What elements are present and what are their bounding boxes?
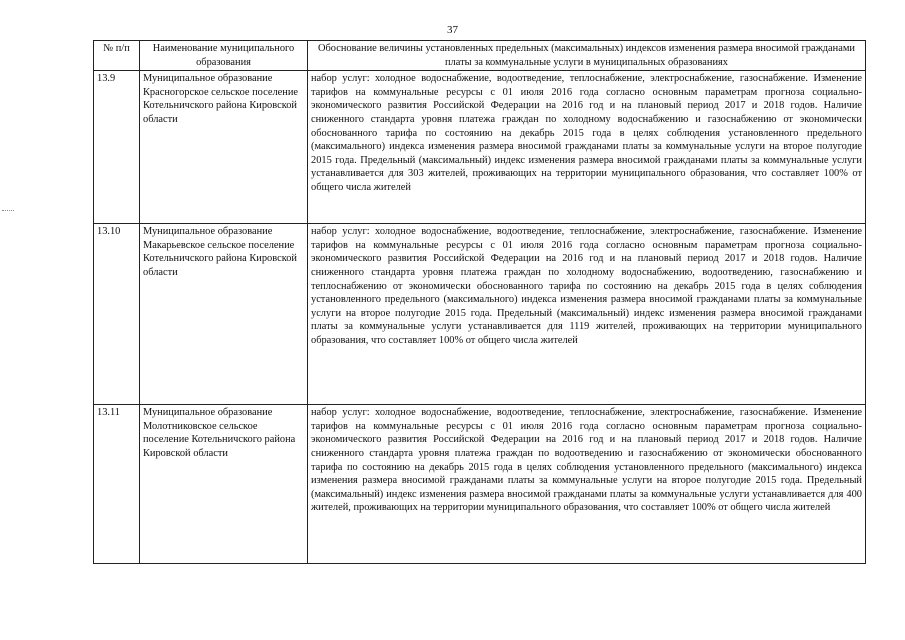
row-number: 13.11 [94, 405, 140, 564]
table-row [94, 224, 866, 405]
page-number: 37 [447, 24, 458, 36]
row-justification: набор услуг: холодное водоснабжение, водоотведение, теплоснабжение, электроснабжение, газоснабжение. Изменение тарифов на коммунальные ресурсы с 01 июля 2016 года согласно основным параметрам прогноза социально-экономического развития Российской Федерации на 2016 год и на плановый период 2017 и 2018 годов. Наличие сниженного стандарта уровня платежа граждан по холодному водоснабжению и газоснабжению от экономически обоснованного тарифа по состоянию на декабрь 2015 года в целях соблюдения установленного предельного (максимального) индекса изменения размера вносимой гражданами платы за коммунальные услуги на второе полугодие 2015 года. Предельный (максимальный) индекс изменения размера вносимой гражданами платы за коммунальные услуги устанавливается для 303 жителей, проживающих на территории муниципального образования, что составляет 100% от общего числа жителей [308, 71, 866, 224]
row-justification: набор услуг: холодное водоснабжение, водоотведение, теплоснабжение, электроснабжение, газоснабжение. Изменение тарифов на коммунальные ресурсы с 01 июля 2016 года согласно основным параметрам прогноза социально-экономического развития Российской Федерации на 2016 год и на плановый период 2017 и 2018 годов. Наличие сниженного стандарта уровня платежа граждан по водоотведению и газоснабжению от экономически обоснованного тарифа по состоянию на декабрь 2015 года в целях соблюдения установленного предельного (максимального) индекса изменения размера вносимой гражданами платы за коммунальные услуги на второе полугодие 2015 года. Предельный (максимальный) индекс изменения размера вносимой гражданами платы за коммунальные услуги устанавливается для 400 жителей, проживающих на территории муниципального образования, что составляет 100% от общего числа жителей [308, 405, 866, 564]
row-number: 13.10 [94, 224, 140, 405]
header-justification: Обоснование величины установленных предельных (максимальных) индексов изменения размера вносимой гражданами платы за коммунальные услуги в муниципальных образованиях [308, 41, 866, 71]
table-header-row [94, 41, 866, 71]
tariff-index-table [93, 40, 866, 564]
row-municipality-name: Муниципальное образование Макарьевское сельское поселение Котельничского района Кировской области [140, 224, 308, 405]
table-row [94, 71, 866, 224]
row-number: 13.9 [94, 71, 140, 224]
margin-mark [2, 210, 14, 211]
header-municipality-name: Наименование муниципального образования [140, 41, 308, 71]
table-row [94, 405, 866, 564]
header-number: № п/п [94, 41, 140, 71]
row-municipality-name: Муниципальное образование Красногорское сельское поселение Котельничского района Кировской области [140, 71, 308, 224]
row-justification: набор услуг: холодное водоснабжение, водоотведение, теплоснабжение, электроснабжение, газоснабжение. Изменение тарифов на коммунальные ресурсы с 01 июля 2016 года согласно основным параметрам прогноза социально-экономического развития Российской Федерации на 2016 год и на плановый период 2017 и 2018 годов. Наличие сниженного стандарта уровня платежа граждан по холодному водоснабжению, водоотведению, газоснабжению и теплоснабжению от экономически обоснованного тарифа по состоянию на декабрь 2015 года в целях соблюдения установленного предельного (максимального) индекса изменения размера вносимой гражданами платы за коммунальные услуги на второе полугодие 2015 года. Предельный (максимальный) индекс изменения размера вносимой гражданами платы за коммунальные услуги устанавливается для 1119 жителей, проживающих на территории муниципального образования, что составляет 100% от общего числа жителей [308, 224, 866, 405]
row-municipality-name: Муниципальное образование Молотниковское сельское поселение Котельничского района Кировской области [140, 405, 308, 564]
